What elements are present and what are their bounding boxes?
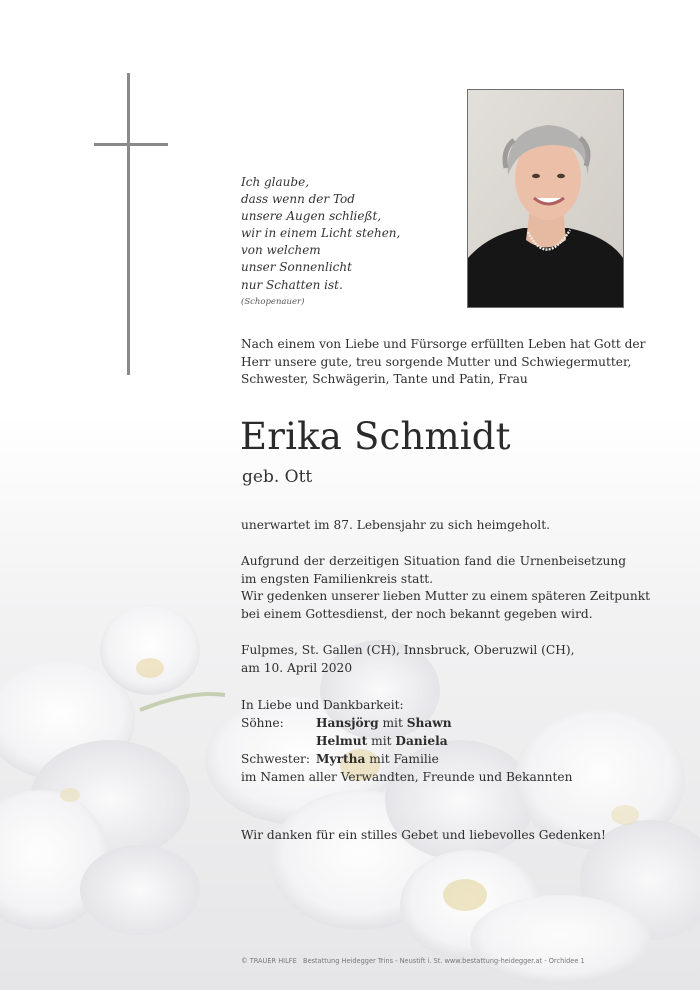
poem-line: Ich glaube, <box>241 175 310 189</box>
date-text: am 10. April 2020 <box>241 660 353 675</box>
places-text: Fulpmes, St. Gallen (CH), Innsbruck, Oberuzwil (CH), <box>241 643 575 657</box>
poem-quote <box>241 174 451 309</box>
intro-paragraph <box>241 336 646 389</box>
footer-text: Bestattung Heidegger Trins - Neustift i. St. www.bestattung-heidegger.at - Orchidee 1 <box>303 957 585 965</box>
poem-source: (Schopenauer) <box>241 296 305 307</box>
situation-line: im engsten Familienkreis statt. <box>241 571 434 586</box>
sister-name: Myrtha <box>316 752 366 766</box>
thanks-text: Wir danken für ein stilles Gebet und liebevolles Gedenken! <box>241 828 606 842</box>
poem-line: von welchem <box>241 243 321 258</box>
portrait-image <box>468 90 623 307</box>
footer <box>241 956 626 966</box>
maiden-name: geb. Ott <box>242 467 313 487</box>
cross-icon <box>94 73 168 375</box>
intro-line: Schwester, Schwägerin, Tante und Patin, Frau <box>241 372 528 387</box>
situation-line: Aufgrund der derzeitigen Situation fand die Urnenbeisetzung <box>241 554 626 568</box>
poem-line: nur Schatten ist. <box>241 277 343 292</box>
footer-brand: © TRAUER HILFE <box>241 957 297 965</box>
age-text: unerwartet im 87. Lebensjahr zu sich heimgeholt. <box>241 518 550 532</box>
cross-horizontal-bar <box>94 143 168 146</box>
situation-paragraph <box>241 553 650 624</box>
poem-line: dass wenn der Tod <box>241 192 355 207</box>
poem-line: wir in einem Licht stehen, <box>241 226 401 241</box>
with-word: mit <box>371 734 392 748</box>
intro-line: Nach einem von Liebe und Fürsorge erfüllten Leben hat Gott der <box>241 337 646 351</box>
with-word: mit <box>382 716 403 730</box>
sons-label: Söhne: <box>241 716 284 730</box>
sister-label: Schwester: <box>241 752 310 766</box>
relatives-text: im Namen aller Verwandten, Freunde und Bekannten <box>241 770 573 784</box>
situation-line: Wir gedenken unserer lieben Mutter zu einem späteren Zeitpunkt <box>241 589 650 604</box>
partner-name: Daniela <box>395 734 448 748</box>
family-row-sister <box>241 750 641 768</box>
sister-family: mit Familie <box>369 752 439 766</box>
deceased-name: Erika Schmidt <box>240 415 511 458</box>
age-paragraph <box>241 517 626 535</box>
poem-line: unsere Augen schließt, <box>241 209 382 224</box>
cross-vertical-bar <box>127 73 130 375</box>
son-name: Helmut <box>316 734 368 748</box>
portrait-photo <box>467 89 624 308</box>
poem-line: unser Sonnenlicht <box>241 260 352 275</box>
place-date <box>241 642 626 677</box>
partner-name: Shawn <box>406 716 452 730</box>
family-row-son2 <box>241 732 641 750</box>
family-list <box>241 696 641 786</box>
family-intro: In Liebe und Dankbarkeit: <box>241 698 404 712</box>
family-row-sons <box>241 714 641 732</box>
situation-line: bei einem Gottesdienst, der noch bekannt gegeben wird. <box>241 607 593 622</box>
son-name: Hansjörg <box>316 716 379 730</box>
intro-line: Herr unsere gute, treu sorgende Mutter und Schwiegermutter, <box>241 354 632 369</box>
